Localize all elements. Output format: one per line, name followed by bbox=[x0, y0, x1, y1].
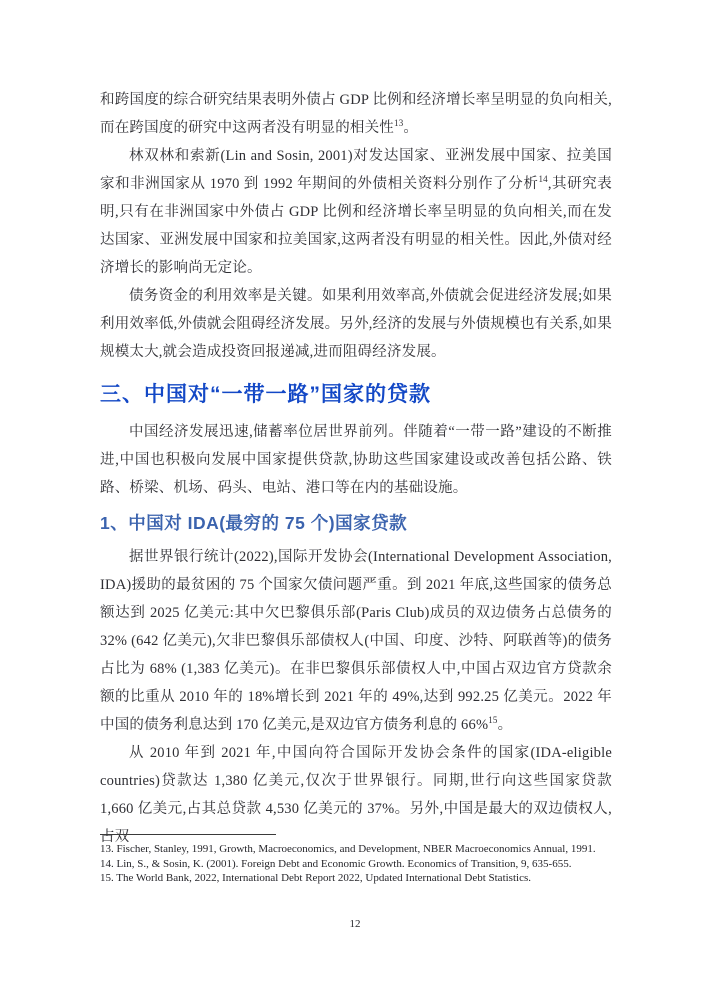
subsection-heading: 1、中国对 IDA(最穷的 75 个)国家贷款 bbox=[100, 513, 408, 533]
paragraph-text: 债务资金的利用效率是关键。如果利用效率高,外债就会促进经济发展;如果利用效率低,外债就会阻碍经济发展。另外,经济的发展与外债规模也有关系,如果规模太大,就会造成投资回报递减,进而阻碍经济发展。 bbox=[100, 288, 612, 360]
body-paragraph bbox=[100, 282, 612, 366]
paragraph-text: ,其研究表明,只有在非洲国家中外债占 GDP 比例和经济增长率呈明显的负向相关,而在发达国家、亚洲发展中国家和拉美国家,这两者没有明显的相关性。因此,外债对经济增长的影响尚无定论。 bbox=[100, 176, 613, 276]
footnote-ref: 15 bbox=[488, 715, 498, 726]
paragraph-text: 中国经济发展迅速,储蓄率位居世界前列。伴随着“一带一路”建设的不断推进,中国也积极向发展中国家提供贷款,协助这些国家建设或改善包括公路、铁路、桥梁、机场、码头、电站、港口等在内的基础设施。 bbox=[100, 424, 612, 496]
paragraph-text: 。 bbox=[403, 120, 419, 136]
paragraph-text: 林双林和索新(Lin and Sosin, 2001)对发达国家、亚洲发展中国家、拉美国家和非洲国家从 1970 到 1992 年期间的外债相关资料分别作了分析 bbox=[100, 148, 612, 192]
footnote-item: 13. Fischer, Stanley, 1991, Growth, Macroeconomics, and Development, NBER Macroeconomics Annual, 1991. bbox=[100, 843, 596, 855]
body-paragraph bbox=[100, 543, 612, 739]
section-heading: 三、中国对“一带一路”国家的贷款 bbox=[100, 383, 431, 406]
footnote-ref: 13 bbox=[394, 118, 404, 129]
body-paragraph bbox=[100, 142, 612, 282]
document-body bbox=[100, 86, 612, 851]
paragraph-text: 从 2010 年到 2021 年,中国向符合国际开发协会条件的国家(IDA-eligible countries)贷款达 1,380 亿美元,仅次于世界银行。同期,世行向这些国家贷款 1,660 亿美元,占其总贷款 4,530 亿美元的 37%。另外,中国是最大的双边债权人,占双 bbox=[100, 745, 612, 845]
footnote-item: 15. The World Bank, 2022, International Debt Report 2022, Updated International Debt Statistics. bbox=[100, 872, 531, 884]
body-paragraph bbox=[100, 86, 612, 142]
page-number: 12 bbox=[349, 918, 361, 930]
paragraph-text: 据世界银行统计(2022),国际开发协会(International Development Association, IDA)援助的最贫困的 75 个国家欠债问题严重。到 2021 年底,这些国家的债务总额达到 2025 亿美元:其中欠巴黎俱乐部(Paris Club)成员的双边债务占总债务的 32% (642 亿美元),欠非巴黎俱乐部债权人(中国、印度、沙特、阿联酋等)的债务占比为 68% (1,383 亿美元)。在非巴黎俱乐部债权人中,中国占双边官方贷款余额的比重从 2010 年的 18%增长到 2021 年的 49%,达到 992.25 亿美元。2022 年中国的债务利息达到 170 亿美元,是双边官方债务利息的 66% bbox=[100, 549, 612, 733]
paragraph-text: 。 bbox=[497, 717, 513, 733]
footnote-ref: 14 bbox=[538, 174, 548, 185]
footnote-item: 14. Lin, S., & Sosin, K. (2001). Foreign Debt and Economic Growth. Economics of Transition, 9, 635-655. bbox=[100, 857, 572, 870]
body-paragraph bbox=[100, 418, 612, 502]
footnote-divider bbox=[100, 834, 276, 835]
paragraph-text: 和跨国度的综合研究结果表明外债占 GDP 比例和经济增长率呈明显的负向相关,而在跨国度的研究中这两者没有明显的相关性 bbox=[100, 92, 612, 136]
footnote-section bbox=[100, 834, 612, 886]
footnote-list bbox=[100, 842, 612, 886]
